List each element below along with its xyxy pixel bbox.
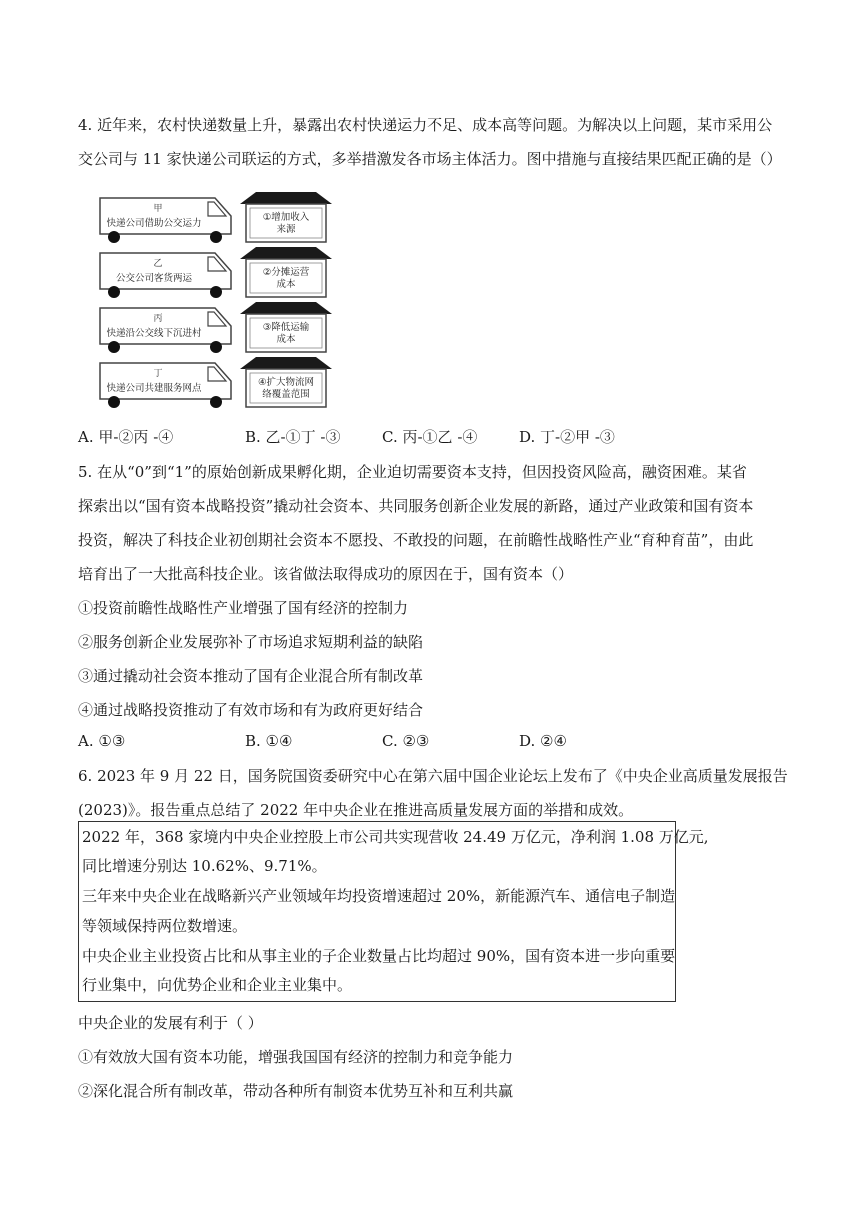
truck-bing-name: 丙 <box>153 314 163 324</box>
q6-material-box <box>78 821 709 1002</box>
house-4-line2: 络覆盖范围 <box>262 389 310 400</box>
q5-option-d[interactable]: D. ②④ <box>519 732 567 750</box>
house-4-line1: ④扩大物流网 <box>257 377 315 388</box>
house-2-line2: 成本 <box>276 279 296 290</box>
q6-statement-2: ②深化混合所有制改革，带动各种所有制资本优势互补和互利共赢 <box>78 1082 514 1100</box>
house-1 <box>240 192 332 242</box>
q5-statement-3: ③通过撬动社会资本推动了国有企业混合所有制改革 <box>78 667 424 685</box>
truck-bing-text: 快递沿公交线下沉进村 <box>106 328 202 339</box>
q4-figure <box>90 186 340 418</box>
house-1-line2: 来源 <box>276 224 296 235</box>
q5-option-b[interactable]: B. ①④ <box>245 732 293 750</box>
house-4 <box>240 357 332 407</box>
truck-yi <box>100 253 231 298</box>
q5-statement-4: ④通过战略投资推动了有效市场和有为政府更好结合 <box>78 701 424 719</box>
house-3-line1: ③降低运输 <box>262 322 310 333</box>
q4-stem-line2: 交公司与 11 家快递公司联运的方式，多举措激发各市场主体活力。图中措施与直接结果匹配正确的是（） <box>78 150 782 168</box>
q6-box-line3: 三年来中央企业在战略新兴产业领域年均投资增速超过 20%，新能源汽车、通信电子制造 <box>82 887 676 905</box>
q6-box-line6: 行业集中，向优势企业和企业主业集中。 <box>82 976 353 994</box>
q5-statement-2: ②服务创新企业发展弥补了市场追求短期利益的缺陷 <box>78 633 424 651</box>
q4-option-d[interactable]: D. 丁-②甲 -③ <box>519 428 615 446</box>
q6-box-line1: 2022 年，368 家境内中央企业控股上市公司共实现营收 24.49 万亿元，净利润 1.08 万亿元, <box>82 828 709 846</box>
q5-stem-line2: 探索出以“国有资本战略投资”撬动社会资本、共同服务创新企业发展的新路，通过产业政策和国有资本 <box>78 497 754 515</box>
truck-ding-name: 丁 <box>153 369 163 379</box>
q5-stem-line4: 培育出了一大批高科技企业。该省做法取得成功的原因在于，国有资本（） <box>78 565 574 583</box>
q5-stem-line1: 5. 在从“0”到“1”的原始创新成果孵化期，企业迫切需要资本支持，但因投资风险高，融资困难。某省 <box>78 463 747 481</box>
house-3-line2: 成本 <box>276 334 296 345</box>
house-1-line1: ①增加收入 <box>262 212 310 223</box>
house-2-line1: ②分摊运营 <box>262 267 310 278</box>
q5-statement-1: ①投资前瞻性战略性产业增强了国有经济的控制力 <box>78 599 409 617</box>
truck-ding <box>100 363 231 408</box>
q6-statement-1: ①有效放大国有资本功能，增强我国国有经济的控制力和竞争能力 <box>78 1048 514 1066</box>
q6-box-line5: 中央企业主业投资占比和从事主业的子企业数量占比均超过 90%，国有资本进一步向重要 <box>82 947 676 965</box>
q4-option-c[interactable]: C. 丙-①乙 -④ <box>382 428 478 446</box>
truck-ding-text: 快递公司共建服务网点 <box>106 383 202 394</box>
house-3 <box>240 302 332 352</box>
q6-box-line2: 同比增速分别达 10.62%、9.71%。 <box>82 857 327 875</box>
truck-jia-text: 快递公司借助公交运力 <box>106 218 202 229</box>
q6-stem-line1: 6. 2023 年 9 月 22 日，国务院国资委研究中心在第六届中国企业论坛上发布了《中央企业高质量发展报告 <box>78 767 788 785</box>
q4-option-b[interactable]: B. 乙-①丁 -③ <box>245 428 341 446</box>
truck-yi-name: 乙 <box>153 259 163 269</box>
q6-question-stem: 中央企业的发展有利于（ ） <box>78 1014 263 1032</box>
house-2 <box>240 247 332 297</box>
truck-bing <box>100 308 231 353</box>
truck-jia-name: 甲 <box>153 204 163 214</box>
truck-jia <box>100 198 231 243</box>
q4-stem-line1: 4. 近年来，农村快递数量上升，暴露出农村快递运力不足、成本高等问题。为解决以上问题，某市采用公 <box>78 116 773 134</box>
q6-box-line4: 等领域保持两位数增速。 <box>82 917 248 935</box>
q4-option-a[interactable]: A. 甲-②丙 -④ <box>78 428 174 446</box>
q5-option-c[interactable]: C. ②③ <box>382 732 430 750</box>
truck-yi-text: 公交公司客货两运 <box>115 273 193 284</box>
q5-stem-line3: 投资，解决了科技企业初创期社会资本不愿投、不敢投的问题，在前瞻性战略性产业“育种育苗”，由此 <box>78 531 754 549</box>
q5-option-a[interactable]: A. ①③ <box>78 732 126 750</box>
q6-stem-line2: (2023)》。报告重点总结了 2022 年中央企业在推进高质量发展方面的举措和成效。 <box>78 801 634 819</box>
